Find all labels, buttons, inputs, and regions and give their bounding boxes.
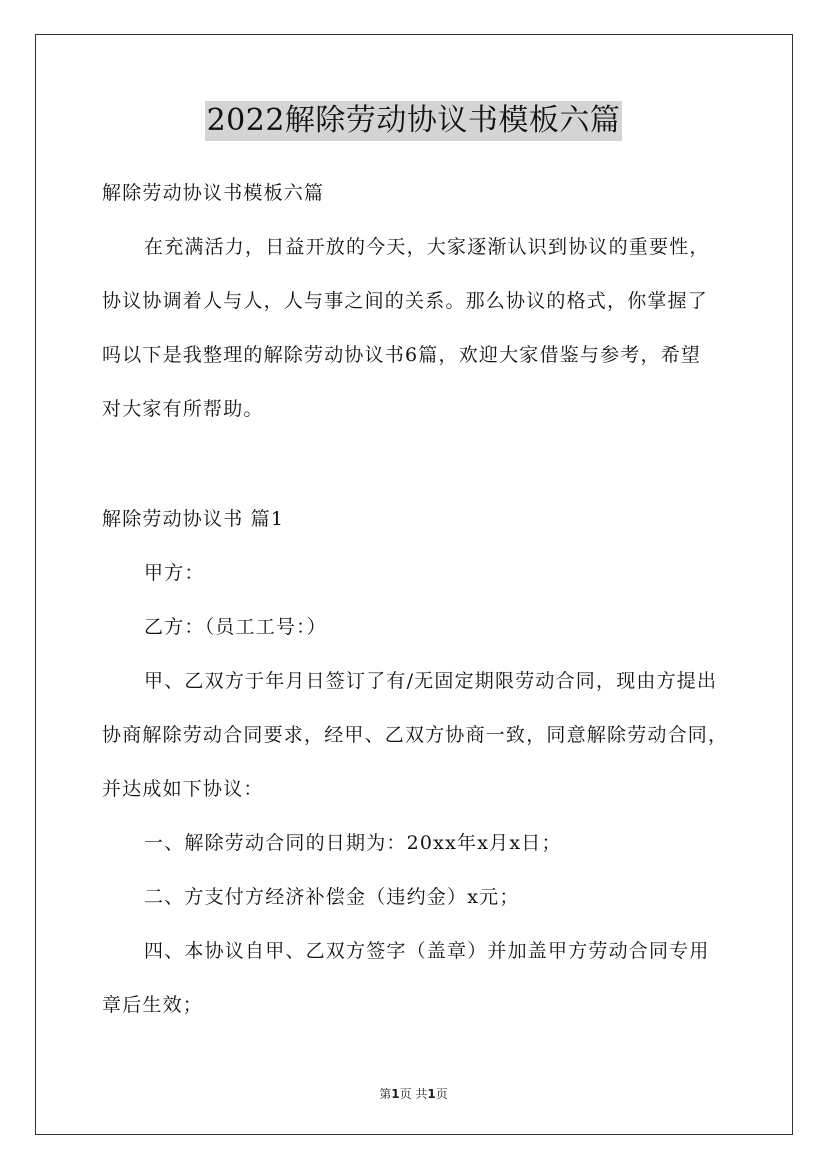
intro-line-3: 吗以下是我整理的解除劳动协议书6篇，欢迎大家借鉴与参考，希望 bbox=[102, 344, 702, 366]
agreement-line-1: 甲、乙双方于年月日签订了有/无固定期限劳动合同，现由方提出 bbox=[144, 670, 718, 692]
clause-1: 一、解除劳动合同的日期为：20xx年x月x日； bbox=[144, 832, 562, 854]
agreement-line-3: 并达成如下协议： bbox=[102, 778, 264, 800]
section-heading: 解除劳动协议书 篇1 bbox=[102, 508, 285, 530]
page-footer bbox=[0, 1085, 827, 1102]
intro-line-4: 对大家有所帮助。 bbox=[102, 398, 264, 420]
party-a-label: 甲方： bbox=[144, 562, 205, 584]
footer-page-number: 1 bbox=[391, 1087, 400, 1101]
document-body bbox=[102, 170, 742, 1036]
document-title: 2022解除劳动协议书模板六篇 bbox=[205, 101, 623, 141]
footer-suffix: 页 bbox=[435, 1087, 448, 1101]
footer-mid: 页 共 bbox=[399, 1087, 428, 1101]
clause-4-line-1: 四、本协议自甲、乙双方签字（盖章）并加盖甲方劳动合同专用 bbox=[144, 940, 710, 962]
clause-2: 二、方支付方经济补偿金（违约金）x元； bbox=[144, 886, 520, 908]
party-b-label: 乙方：（员工工号：） bbox=[144, 616, 328, 638]
clause-4-line-2: 章后生效； bbox=[102, 994, 204, 1016]
footer-total-pages: 1 bbox=[427, 1087, 436, 1101]
intro-line-1: 在充满活力，日益开放的今天，大家逐渐认识到协议的重要性， bbox=[144, 236, 710, 258]
agreement-line-2: 协商解除劳动合同要求，经甲、乙双方协商一致，同意解除劳动合同， bbox=[102, 724, 729, 746]
document-subtitle: 解除劳动协议书模板六篇 bbox=[102, 182, 325, 204]
title-container bbox=[0, 101, 827, 141]
intro-line-2: 协议协调着人与人，人与事之间的关系。那么协议的格式，你掌握了 bbox=[102, 290, 709, 312]
footer-prefix: 第 bbox=[379, 1087, 392, 1101]
paragraph-gap bbox=[102, 440, 742, 496]
